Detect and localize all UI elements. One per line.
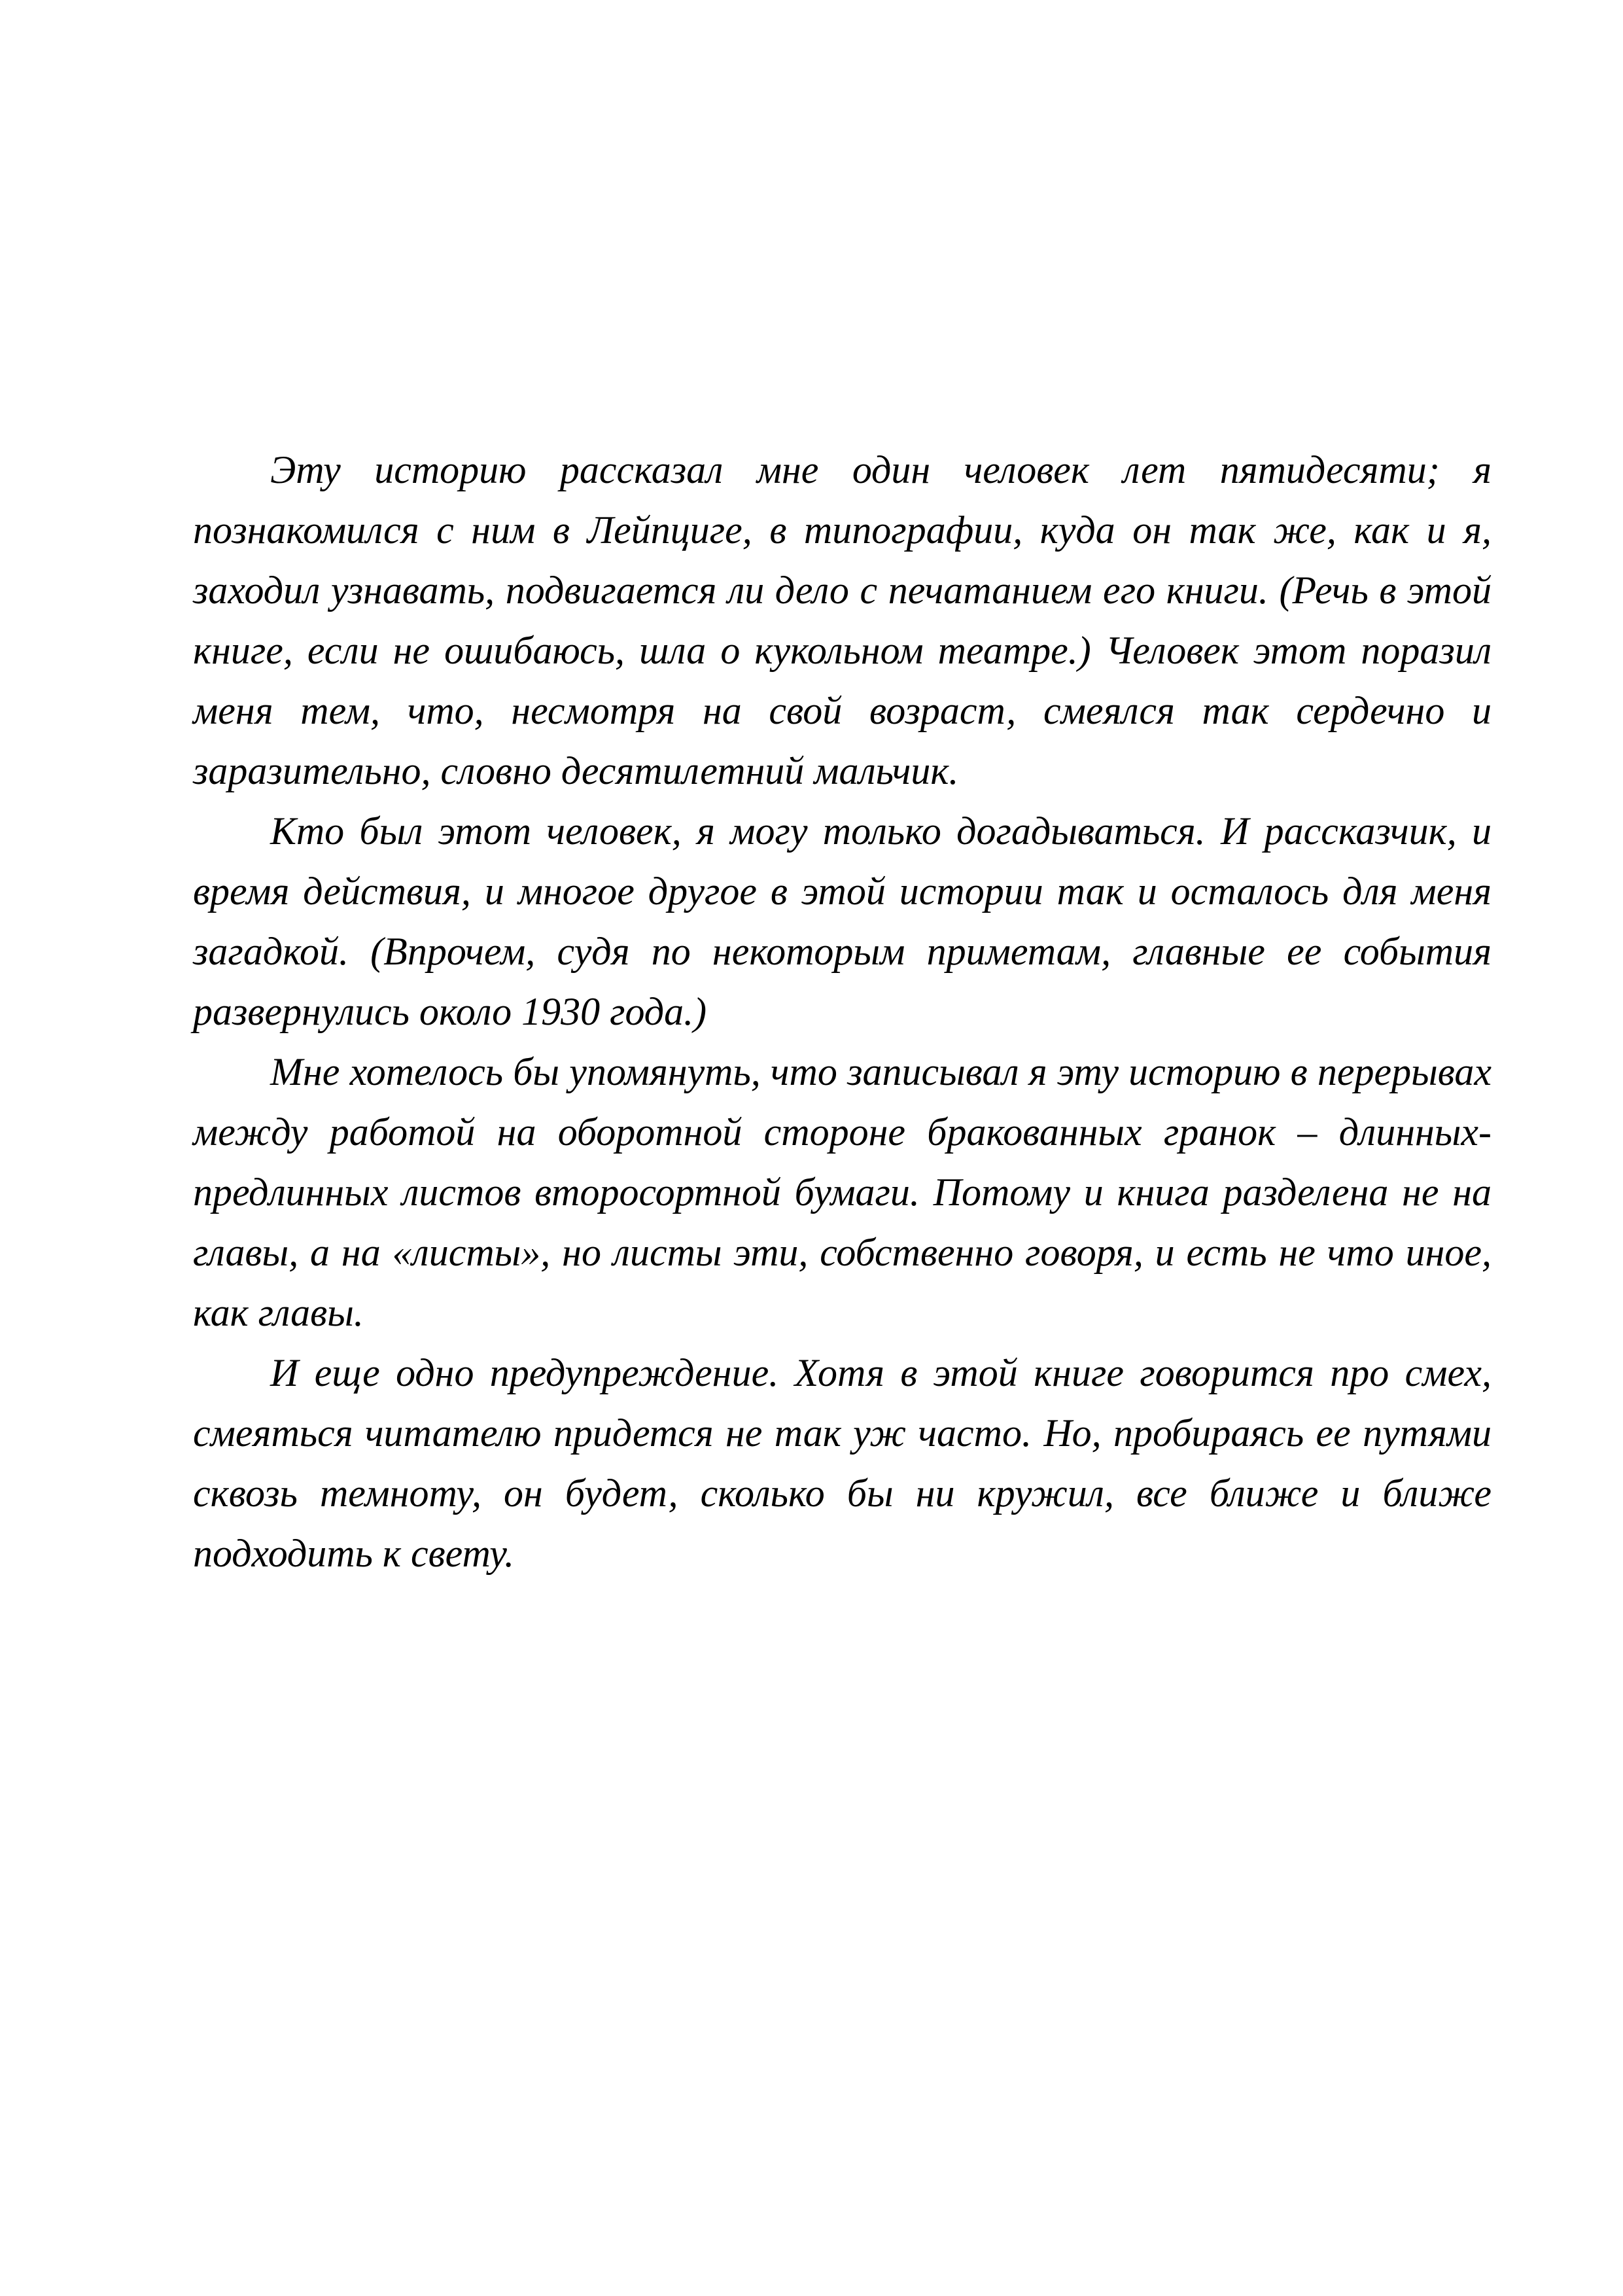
paragraph-1: Эту историю рассказал мне один человек лет пятидесяти; я познакомился с ним в Лейпциге, в типографии, куда он так же, как и я, заходил узнавать, подвигается ли дело с печатанием его книги. (Речь в этой книге, если не ошибаюсь, шла о кукольном театре.) Человек этот поразил меня тем, что, несмотря на свой возраст, смеялся так сердечно и заразительно, словно десятилетний мальчик. (193, 448, 1492, 792)
preface-text (193, 440, 1492, 1583)
paragraph-4: И еще одно предупреждение. Хотя в этой книге говорится про смех, смеяться читателю придется не так уж часто. Но, пробираясь ее путями сквозь темноту, он будет, сколько бы ни кружил, все ближе и ближе подходить к свету. (193, 1351, 1492, 1575)
paragraph-2: Кто был этот человек, я могу только догадываться. И рассказчик, и время действия, и многое другое в этой истории так и осталось для меня загадкой. (Впрочем, судя по некоторым приметам, главные ее события развернулись около 1930 года.) (193, 809, 1492, 1033)
paragraph-3: Мне хотелось бы упомянуть, что записывал я эту историю в перерывах между работой на оборотной стороне бракованных гранок – длинных-предлинных листов второсортной бумаги. Потому и книга разделена не на главы, а на «листы», но листы эти, собственно говоря, и есть не что иное, как главы. (193, 1050, 1492, 1334)
